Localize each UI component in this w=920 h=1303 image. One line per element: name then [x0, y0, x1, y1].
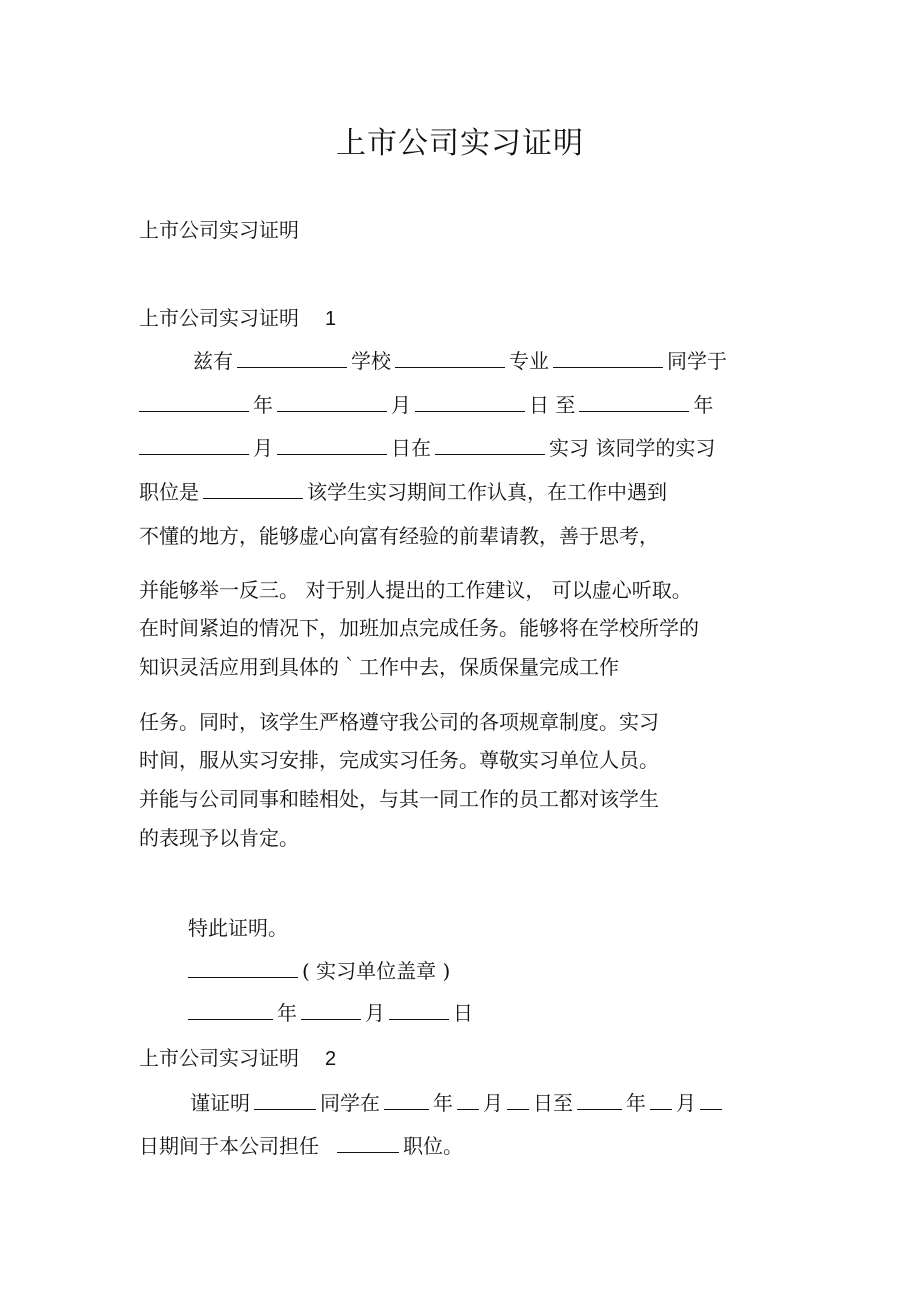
fill-blank — [139, 434, 249, 455]
text-segment: 年 — [277, 1001, 297, 1025]
fill-blank — [507, 1089, 529, 1110]
fill-blank — [700, 1089, 722, 1110]
section2-line1 — [190, 1089, 726, 1117]
section1-line12: 的表现予以肯定。 — [139, 826, 299, 850]
text-segment: 月 — [483, 1091, 503, 1115]
fill-blank — [301, 999, 361, 1020]
fill-blank — [384, 1089, 429, 1110]
text-segment: 同学在 — [320, 1091, 380, 1115]
text-segment: 日 — [453, 1001, 473, 1025]
section1-line2 — [139, 391, 713, 419]
fill-blank — [188, 957, 298, 978]
section1-line9: 任务。同时，该学生严格遵守我公司的各项规章制度。实习 — [139, 710, 659, 734]
section2-heading — [139, 1044, 336, 1073]
text-segment: 月 — [676, 1091, 696, 1115]
stamp-line — [188, 957, 450, 985]
text-segment: 年 — [693, 393, 714, 417]
page-title: 上市公司实习证明 — [336, 126, 584, 161]
section2-line2 — [139, 1132, 463, 1160]
fill-blank — [395, 347, 505, 368]
date-line — [188, 999, 473, 1027]
section2-heading-text: 上市公司实习证明 — [139, 1046, 299, 1070]
text-segment: 职位是 — [139, 480, 199, 504]
text-segment: 专业 — [509, 349, 549, 373]
fill-blank — [277, 391, 387, 412]
fill-blank — [277, 434, 387, 455]
section1-line8: 知识灵活应用到具体的｀工作中去，保质保量完成工作 — [139, 655, 619, 679]
section1-heading — [139, 304, 336, 333]
fill-blank — [650, 1089, 672, 1110]
section1-line7: 在时间紧迫的情况下，加班加点完成任务。能够将在学校所学的 — [139, 616, 699, 640]
text-segment: 年 — [253, 393, 273, 417]
text-segment: 日至 — [533, 1091, 573, 1115]
text-segment: 日在 — [391, 436, 431, 460]
stamp-label: ( 实习单位盖章 ) — [302, 959, 451, 983]
text-segment: 职位。 — [403, 1134, 463, 1158]
fill-blank — [254, 1089, 316, 1110]
section1-line11: 并能与公司同事和睦相处，与其一同工作的员工都对该学生 — [139, 787, 659, 811]
document-subtitle: 上市公司实习证明 — [139, 218, 299, 242]
section1-line6: 并能够举一反三。 对于别人提出的工作建议， 可以虚心听取。 — [139, 578, 692, 602]
section1-line5: 不懂的地方，能够虚心向富有经验的前辈请教，善于思考， — [139, 524, 659, 548]
fill-blank — [579, 391, 689, 412]
closing-statement: 特此证明。 — [188, 916, 288, 940]
text-segment: 日 至 — [529, 393, 576, 417]
section1-line4 — [139, 478, 667, 506]
fill-blank — [577, 1089, 622, 1110]
section1-heading-text: 上市公司实习证明 — [139, 306, 299, 330]
text-segment: 年 — [433, 1091, 453, 1115]
section1-line3 — [139, 434, 715, 462]
section2-number: 2 — [325, 1048, 337, 1070]
text-segment: 谨证明 — [190, 1091, 250, 1115]
text-segment: 月 — [365, 1001, 385, 1025]
fill-blank — [337, 1132, 399, 1153]
fill-blank — [188, 999, 273, 1020]
section1-line10: 时间，服从实习安排，完成实习任务。尊敬实习单位人员。 — [139, 748, 659, 772]
text-segment: 实习 该同学的实习 — [549, 436, 716, 460]
section1-number: 1 — [325, 308, 337, 330]
fill-blank — [139, 391, 249, 412]
fill-blank — [389, 999, 449, 1020]
fill-blank — [237, 347, 347, 368]
text-segment: 月 — [391, 393, 411, 417]
text-segment: 学校 — [351, 349, 391, 373]
text-segment: 该学生实习期间工作认真，在工作中遇到 — [307, 480, 667, 504]
fill-blank — [457, 1089, 479, 1110]
text-segment: 日期间于本公司担任 — [139, 1134, 319, 1158]
text-segment: 月 — [253, 436, 273, 460]
text-segment: 同学于 — [667, 349, 727, 373]
text-segment: 兹有 — [193, 349, 233, 373]
section1-line1 — [193, 347, 727, 375]
text-segment: 年 — [626, 1091, 646, 1115]
fill-blank — [435, 434, 545, 455]
fill-blank — [203, 478, 303, 499]
fill-blank — [415, 391, 525, 412]
fill-blank — [553, 347, 663, 368]
